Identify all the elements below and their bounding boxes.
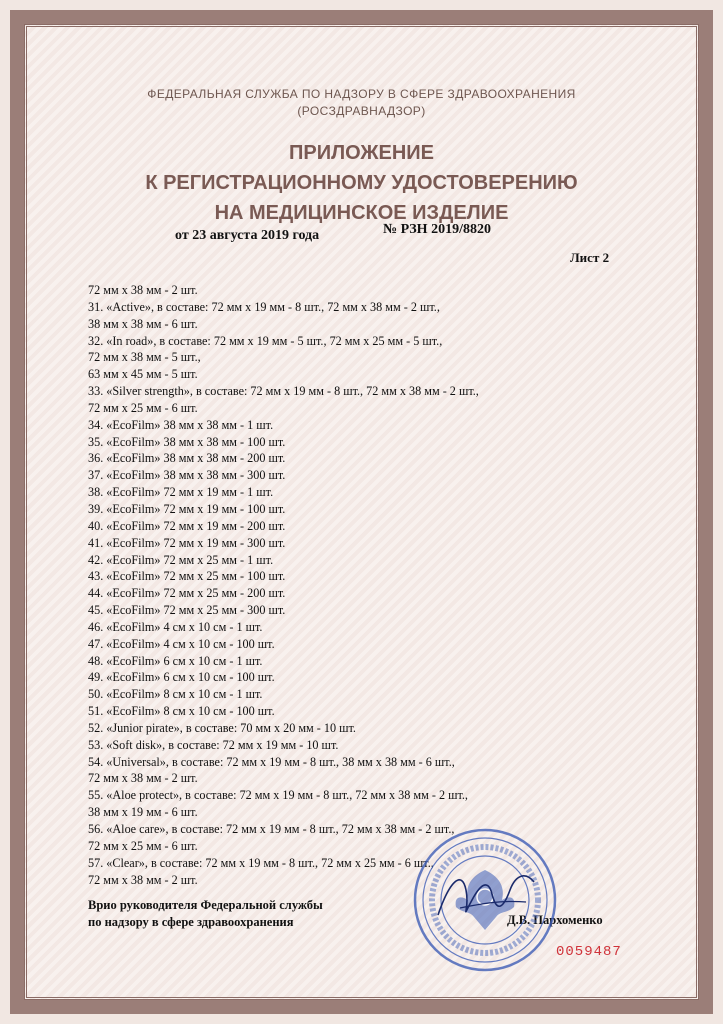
sheet-number: Лист 2 — [570, 250, 610, 265]
signer-title — [88, 897, 323, 931]
list-item: 42. «EcoFilm» 72 мм х 25 мм - 1 шт. — [88, 552, 274, 567]
title-line-3: НА МЕДИЦИНСКОЕ ИЗДЕЛИЕ — [214, 202, 509, 224]
list-item: 35. «EcoFilm» 38 мм х 38 мм - 100 шт. — [88, 434, 286, 449]
list-item: 39. «EcoFilm» 72 мм х 19 мм - 100 шт. — [88, 501, 286, 516]
list-item: 72 мм х 38 мм - 2 шт. — [88, 771, 198, 786]
serial-number: 0059487 — [556, 944, 622, 960]
signature-icon — [430, 860, 540, 930]
list-item: 38. «EcoFilm» 72 мм х 19 мм - 1 шт. — [88, 485, 274, 500]
list-item: 54. «Universal», в составе: 72 мм х 19 мм - 8 шт., 38 мм х 38 мм - 6 шт., — [88, 754, 455, 769]
agency-abbreviation: (РОСЗДРАВНАДЗОР) — [297, 104, 426, 118]
list-item: 34. «EcoFilm» 38 мм х 38 мм - 1 шт. — [88, 417, 274, 432]
list-item: 72 мм х 38 мм - 5 шт., — [88, 350, 201, 365]
list-item: 37. «EcoFilm» 38 мм х 38 мм - 300 шт. — [88, 468, 286, 483]
list-item: 72 мм х 38 мм - 2 шт. — [88, 872, 198, 887]
list-item: 53. «Soft disk», в составе: 72 мм х 19 мм - 10 шт. — [88, 737, 339, 752]
list-item: 49. «EcoFilm» 6 см х 10 см - 100 шт. — [88, 670, 275, 685]
list-item: 36. «EcoFilm» 38 мм х 38 мм - 200 шт. — [88, 451, 286, 466]
list-item: 52. «Junior pirate», в составе: 70 мм х 20 мм - 10 шт. — [88, 720, 356, 735]
list-item: 55. «Aloe protect», в составе: 72 мм х 19 мм - 8 шт., 72 мм х 38 мм - 2 шт., — [88, 788, 468, 803]
registration-number: № РЗН 2019/8820 — [383, 222, 491, 237]
list-item: 45. «EcoFilm» 72 мм х 25 мм - 300 шт. — [88, 603, 286, 618]
list-item: 46. «EcoFilm» 4 см х 10 см - 1 шт. — [88, 619, 263, 634]
issue-date: от 23 августа 2019 года — [175, 228, 320, 243]
list-item: 38 мм х 19 мм - 6 шт. — [88, 805, 198, 820]
list-item: 51. «EcoFilm» 8 см х 10 см - 100 шт. — [88, 704, 275, 719]
list-item: 40. «EcoFilm» 72 мм х 19 мм - 200 шт. — [88, 518, 286, 533]
title-line-2: К РЕГИСТРАЦИОННОМУ УДОСТОВЕРЕНИЮ — [145, 172, 578, 194]
list-item: 56. «Aloe care», в составе: 72 мм х 19 мм - 8 шт., 72 мм х 38 мм - 2 шт., — [88, 822, 455, 836]
list-item: 47. «EcoFilm» 4 см х 10 см - 100 шт. — [88, 636, 275, 651]
list-item: 44. «EcoFilm» 72 мм х 25 мм - 200 шт. — [88, 586, 286, 601]
list-item: 63 мм х 45 мм - 5 шт. — [88, 367, 198, 382]
list-item: 33. «Silver strength», в составе: 72 мм х 19 мм - 8 шт., 72 мм х 38 мм - 2 шт., — [88, 384, 479, 399]
list-item: 72 мм х 38 мм - 2 шт. — [88, 283, 198, 297]
list-item: 31. «Active», в составе: 72 мм х 19 мм - 8 шт., 72 мм х 38 мм - 2 шт., — [88, 299, 440, 314]
list-item: 32. «In road», в составе: 72 мм х 19 мм - 5 шт., 72 мм х 25 мм - 5 шт., — [88, 333, 443, 348]
signer-name: Д.В. Пархоменко — [507, 913, 603, 927]
agency-header — [0, 86, 723, 120]
list-item: 43. «EcoFilm» 72 мм х 25 мм - 100 шт. — [88, 569, 286, 584]
list-item: 48. «EcoFilm» 6 см х 10 см - 1 шт. — [88, 653, 263, 668]
list-item: 57. «Clear», в составе: 72 мм х 19 мм - 8 шт., 72 мм х 25 мм - 6 шт., — [88, 855, 434, 870]
document-title — [0, 138, 723, 228]
signer-title-line-1: Врио руководителя Федеральной службы — [88, 898, 323, 912]
list-item: 50. «EcoFilm» 8 см х 10 см - 1 шт. — [88, 687, 263, 702]
product-list — [88, 282, 648, 888]
list-item: 38 мм х 38 мм - 6 шт. — [88, 316, 198, 331]
signer-title-line-2: по надзору в сфере здравоохранения — [88, 915, 294, 929]
list-item: 72 мм х 25 мм - 6 шт. — [88, 838, 198, 853]
title-line-1: ПРИЛОЖЕНИЕ — [289, 142, 434, 164]
list-item: 72 мм х 25 мм - 6 шт. — [88, 400, 198, 415]
agency-name: ФЕДЕРАЛЬНАЯ СЛУЖБА ПО НАДЗОРУ В СФЕРЕ ЗДРАВООХРАНЕНИЯ — [147, 87, 576, 101]
list-item: 41. «EcoFilm» 72 мм х 19 мм - 300 шт. — [88, 535, 286, 550]
